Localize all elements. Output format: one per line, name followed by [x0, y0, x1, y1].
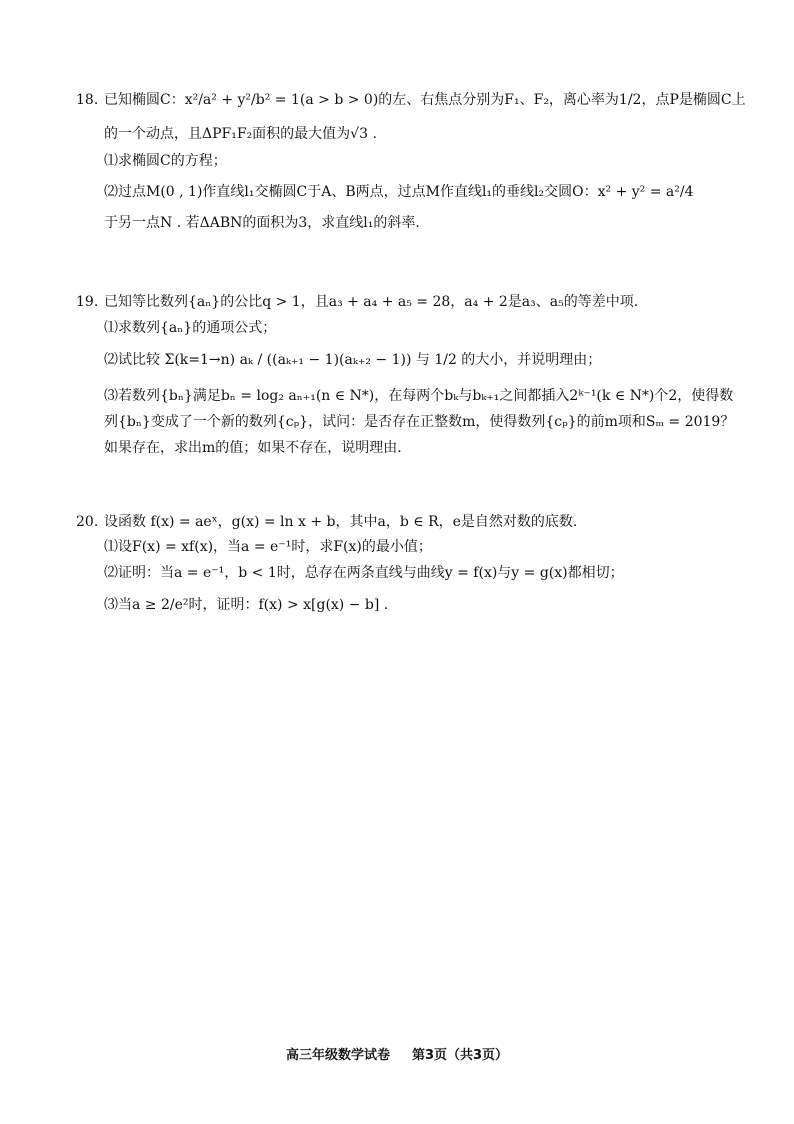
q18-line-2: 的一个动点，且ΔPF₁F₂面积的最大值为√3 .	[104, 126, 377, 142]
q18-part-2-line-2: 于另一点N . 若ΔABN的面积为3，求直线l₁的斜率.	[104, 215, 420, 231]
q19-part-1: ⑴求数列{aₙ}的通项公式；	[104, 320, 277, 336]
question-20-number: 20.	[76, 514, 99, 530]
q19-part-3-line-3: 如果存在，求出m的值；如果不存在，说明理由.	[104, 440, 402, 456]
question-19-number: 19.	[76, 294, 99, 310]
question-18-number: 18.	[76, 92, 99, 108]
q18-line-1: 已知椭圆C：x²/a² + y²/b² = 1(a > b > 0)的左、右焦点分别为F₁、F₂，离心率为1/2，点P是椭圆C上	[104, 92, 746, 108]
q20-line-1: 设函数 f(x) = aeˣ，g(x) = ln x + b，其中a，b ∈ R，e是自然对数的底数.	[104, 514, 578, 530]
q19-line-1: 已知等比数列{aₙ}的公比q > 1，且a₃ + a₄ + a₅ = 28，a₄ + 2是a₃、a₅的等差中项.	[104, 294, 639, 310]
q20-part-1: ⑴设F(x) = xf(x)，当a = e⁻¹时，求F(x)的最小值；	[104, 539, 432, 555]
footer-title: 高三年级数学试卷	[285, 1048, 390, 1063]
q18-part-2-line-1: ⑵过点M(0 , 1)作直线l₁交椭圆C于A、B两点，过点M作直线l₁的垂线l₂交圆O：x² + y² = a²/4	[104, 184, 694, 200]
q19-part-3-line-1: ⑶若数列{bₙ}满足bₙ = log₂ aₙ₊₁(n ∈ N*)，在每两个bₖ与bₖ₊₁之间都插入2ᵏ⁻¹(k ∈ N*)个2，使得数	[104, 388, 734, 404]
q19-part-3-line-2: 列{bₙ}变成了一个新的数列{cₚ}，试问：是否存在正整数m，使得数列{cₚ}的前m项和Sₘ = 2019？	[104, 414, 735, 430]
footer-page-number: 第3页（共3页）	[411, 1048, 509, 1063]
page-footer	[0, 1044, 794, 1063]
q18-part-1: ⑴求椭圆C的方程；	[104, 153, 227, 169]
q19-part-2: ⑵试比较 Σ(k=1→n) aₖ / ((aₖ₊₁ − 1)(aₖ₊₂ − 1)) 与 1/2 的大小，并说明理由；	[104, 352, 602, 368]
q20-part-3: ⑶当a ≥ 2/e²时，证明：f(x) > x[g(x) − b] .	[104, 597, 389, 613]
q20-part-2: ⑵证明：当a = e⁻¹，b < 1时，总存在两条直线与曲线y = f(x)与y = g(x)都相切；	[104, 565, 624, 581]
